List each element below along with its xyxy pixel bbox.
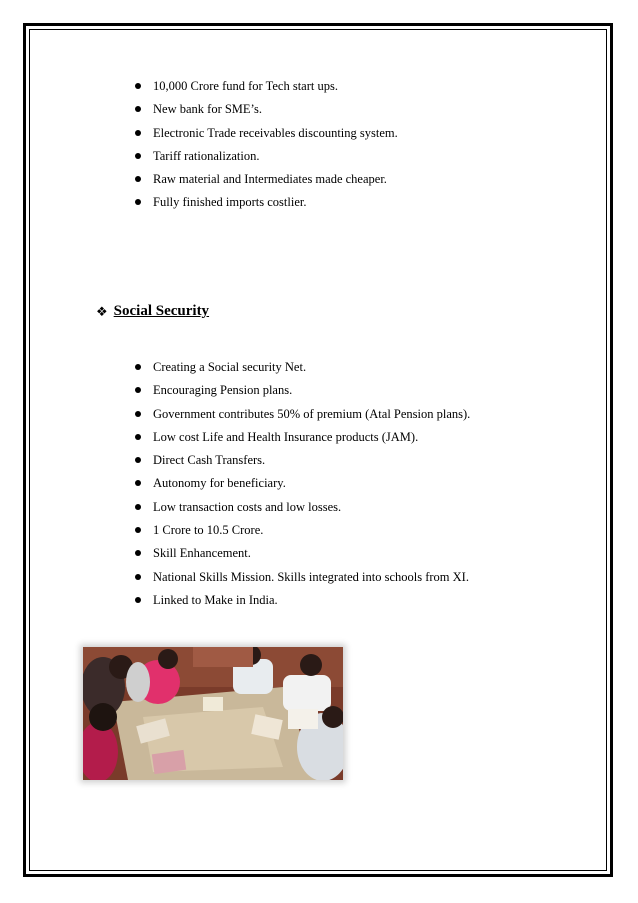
list-item: Government contributes 50% of premium (Atal Pension plans). [135,407,470,430]
section-title: Social Security [113,303,210,319]
list-item: Direct Cash Transfers. [135,453,470,476]
list-item: Linked to Make in India. [135,593,470,616]
list-item: New bank for SME’s. [135,102,398,125]
list-item: Autonomy for beneficiary. [135,476,470,499]
skill-training-photo [83,647,343,780]
list-item: Fully finished imports costlier. [135,195,398,218]
list-item: Skill Enhancement. [135,546,470,569]
diamond-bullet-icon: ❖ [96,303,108,319]
social-security-list [135,360,470,616]
list-item: 1 Crore to 10.5 Crore. [135,523,470,546]
list-item: Electronic Trade receivables discounting system. [135,126,398,149]
list-item: Raw material and Intermediates made cheaper. [135,172,398,195]
list-item: Low cost Life and Health Insurance products (JAM). [135,430,470,453]
list-item: 10,000 Crore fund for Tech start ups. [135,79,398,102]
list-item: Encouraging Pension plans. [135,383,470,406]
list-item: National Skills Mission. Skills integrated into schools from XI. [135,570,470,593]
list-item: Tariff rationalization. [135,149,398,172]
budget-highlights-list [135,79,398,219]
section-heading-social-security [96,303,209,320]
list-item: Creating a Social security Net. [135,360,470,383]
list-item: Low transaction costs and low losses. [135,500,470,523]
